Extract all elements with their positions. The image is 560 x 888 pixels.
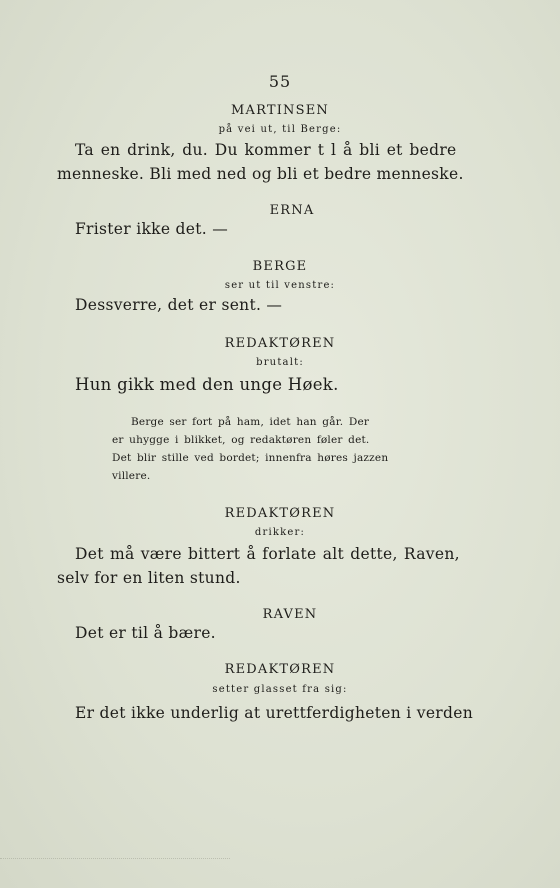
dialogue-line: Frister ikke det. — (75, 220, 229, 238)
page-number: 55 (268, 72, 292, 91)
speaker-name: REDAKTØREN (224, 506, 336, 521)
speaker-name: REDAKTØREN (224, 336, 336, 351)
stage-paragraph-line: er uhygge i blikket, og redaktøren føler det. (112, 434, 370, 446)
speaker-name: RAVEN (262, 607, 318, 622)
dialogue-line: Hun gikk med den unge Høek. (75, 375, 339, 394)
stage-direction: brutalt: (256, 357, 304, 368)
speaker-name: BERGE (252, 259, 308, 274)
stage-direction: setter glasset fra sig: (212, 684, 348, 695)
speaker-name: REDAKTØREN (224, 662, 336, 677)
speaker-name: MARTINSEN (230, 103, 329, 118)
dialogue-line: menneske. Bli med ned og bli et bedre menneske. (57, 165, 464, 183)
speaker-name: ERNA (269, 203, 315, 218)
dialogue-line: Er det ikke underlig at urettferdigheten i verden (75, 704, 473, 722)
dialogue-line: Det må være bittert å forlate alt dette, Raven, (75, 545, 460, 563)
stage-direction: ser ut til venstre: (224, 280, 336, 291)
stage-direction: drikker: (254, 527, 306, 538)
stage-paragraph-line: villere. (112, 470, 151, 482)
dialogue-line: Det er til å bære. (75, 624, 216, 642)
dialogue-line: selv for en liten stund. (57, 569, 241, 587)
paper-mark (0, 858, 230, 881)
dialogue-line: Dessverre, det er sent. — (75, 296, 283, 314)
stage-paragraph-line: Det blir stille ved bordet; innenfra høres jazzen (112, 452, 389, 464)
stage-paragraph-line: Berge ser fort på ham, idet han går. Der (131, 416, 370, 428)
stage-direction: på vei ut, til Berge: (218, 124, 342, 135)
dialogue-line: Ta en drink, du. Du kommer t l å bli et bedre (75, 141, 457, 159)
